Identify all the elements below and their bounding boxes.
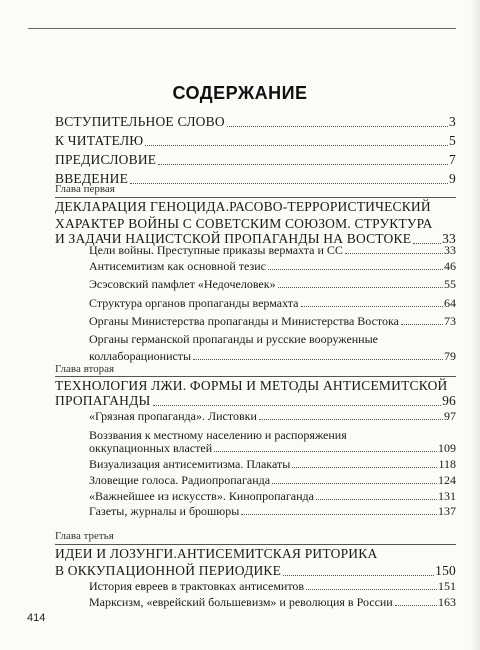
entry-page: 79 [444, 349, 456, 363]
entry-page: 73 [444, 314, 456, 328]
toc-title: СОДЕРЖАНИЕ [172, 83, 308, 103]
toc-entry-section[interactable] [89, 489, 456, 503]
chapter-rule [55, 197, 456, 198]
leader-dots [259, 419, 443, 420]
toc-entry-section[interactable] [89, 504, 456, 518]
leader-dots [153, 405, 442, 406]
entry-page: 5 [449, 133, 456, 148]
toc-entry-section[interactable] [89, 473, 456, 487]
entry-page: 137 [438, 504, 456, 518]
leader-dots [301, 306, 443, 307]
chapter-title-line: ТЕХНОЛОГИЯ ЛЖИ. ФОРМЫ И МЕТОДЫ АНТИСЕМИТСКОЙ [55, 378, 448, 393]
chapter-label: Глава третья [55, 530, 114, 542]
entry-text: ВВЕДЕНИЕ [55, 171, 129, 186]
entry-page: 55 [444, 277, 456, 291]
section-title-line: Органы германской пропаганды и русские вооруженные [89, 332, 378, 346]
entry-page: 33 [444, 243, 456, 257]
section-title-line: Воззвания к местному населению и распоряжения [89, 428, 347, 442]
leader-dots [145, 145, 448, 146]
leader-dots [272, 483, 437, 484]
leader-dots [395, 605, 437, 606]
entry-text: В ОККУПАЦИОННОЙ ПЕРИОДИКЕ [55, 563, 282, 578]
leader-dots [130, 183, 448, 184]
entry-text: ВСТУПИТЕЛЬНОЕ СЛОВО [55, 114, 225, 129]
entry-text: Газеты, журналы и брошюры [89, 504, 240, 518]
chapter-title-line: ХАРАКТЕР ВОЙНЫ С СОВЕТСКИМ СОЮЗОМ. СТРУКТУРА [55, 216, 433, 231]
entry-text: «Важнейшее из искусств». Кинопропаганда [89, 489, 314, 503]
leader-dots [292, 467, 437, 468]
chapter-title-line: ДЕКЛАРАЦИЯ ГЕНОЦИДА.РАСОВО-ТЕРРОРИСТИЧЕСКИЙ [55, 199, 431, 214]
toc-entry-section[interactable] [89, 441, 456, 455]
toc-entry-section[interactable] [89, 314, 456, 328]
toc-entry-section[interactable] [89, 579, 456, 593]
entry-text: коллаборационисты [89, 349, 192, 363]
entry-page: 64 [444, 296, 456, 310]
entry-page: 109 [438, 441, 456, 455]
toc-entry-preface[interactable] [55, 152, 456, 168]
entry-text: Органы Министерства пропаганды и Министерства Востока [89, 314, 399, 328]
toc-entry-section[interactable] [89, 277, 456, 291]
entry-page: 150 [435, 563, 456, 578]
leader-dots [158, 164, 448, 165]
toc-entry-section[interactable] [89, 595, 456, 609]
entry-page: 97 [444, 409, 456, 423]
entry-text: История евреев в трактовках антисемитов [89, 579, 305, 593]
toc-entry-chapter-3[interactable] [55, 563, 456, 579]
entry-text: Структура органов пропаганды вермахта [89, 296, 299, 310]
entry-page: 3 [449, 114, 456, 129]
header-rule [28, 28, 456, 29]
entry-text: Зловещие голоса. Радиопропаганда [89, 473, 271, 487]
entry-text: Марксизм, «еврейский большевизм» и революция в России [89, 595, 393, 609]
entry-page: 131 [438, 489, 456, 503]
page-number: 414 [27, 612, 46, 624]
chapter-label: Глава первая [55, 183, 115, 195]
entry-page: 118 [438, 457, 456, 471]
entry-page: 151 [438, 579, 456, 593]
chapter-rule [55, 376, 456, 377]
entry-text: Антисемитизм как основной тезис [89, 259, 266, 273]
entry-page: 124 [438, 473, 456, 487]
entry-page: 163 [438, 595, 456, 609]
toc-entry-foreword[interactable] [55, 114, 456, 130]
toc-entry-chapter-2[interactable] [55, 393, 456, 409]
entry-page: 96 [442, 393, 456, 408]
toc-entry-section[interactable] [89, 409, 456, 423]
chapter-title-line: ИДЕИ И ЛОЗУНГИ.АНТИСЕМИТСКАЯ РИТОРИКА [55, 546, 378, 561]
leader-dots [241, 514, 437, 515]
entry-text: К ЧИТАТЕЛЮ [55, 133, 144, 148]
leader-dots [401, 324, 443, 325]
toc-entry-section[interactable] [89, 296, 456, 310]
leader-dots [214, 451, 437, 452]
leader-dots [278, 287, 443, 288]
entry-page: 9 [449, 171, 456, 186]
leader-dots [268, 269, 443, 270]
entry-text: И ЗАДАЧИ НАЦИСТСКОЙ ПРОПАГАНДЫ НА ВОСТОКЕ [55, 231, 412, 246]
entry-text: оккупационных властей [89, 441, 213, 455]
leader-dots [345, 253, 443, 254]
leader-dots [193, 359, 443, 360]
chapter-label: Глава вторая [55, 363, 115, 375]
entry-page: 33 [442, 231, 456, 246]
toc-entry-to-reader[interactable] [55, 133, 456, 149]
toc-entry-section[interactable] [89, 349, 456, 363]
entry-page: 46 [444, 259, 456, 273]
toc-entry-section[interactable] [89, 259, 456, 273]
entry-page: 7 [449, 152, 456, 167]
leader-dots [316, 499, 437, 500]
leader-dots [227, 126, 448, 127]
entry-text: ПРЕДИСЛОВИЕ [55, 152, 157, 167]
entry-text: Цели войны. Преступные приказы вермахта и СС [89, 243, 343, 257]
entry-text: ПРОПАГАНДЫ [55, 393, 151, 408]
toc-entry-section[interactable] [89, 457, 456, 471]
leader-dots [283, 575, 434, 576]
toc-entry-section[interactable] [89, 243, 456, 257]
entry-text: «Грязная пропаганда». Листовки [89, 409, 257, 423]
leader-dots [306, 589, 437, 590]
entry-text: Эсэсовский памфлет «Недочеловек» [89, 277, 276, 291]
toc-entry-introduction[interactable] [55, 171, 456, 187]
chapter-rule [55, 544, 456, 545]
entry-text: Визуализация антисемитизма. Плакаты [89, 457, 291, 471]
